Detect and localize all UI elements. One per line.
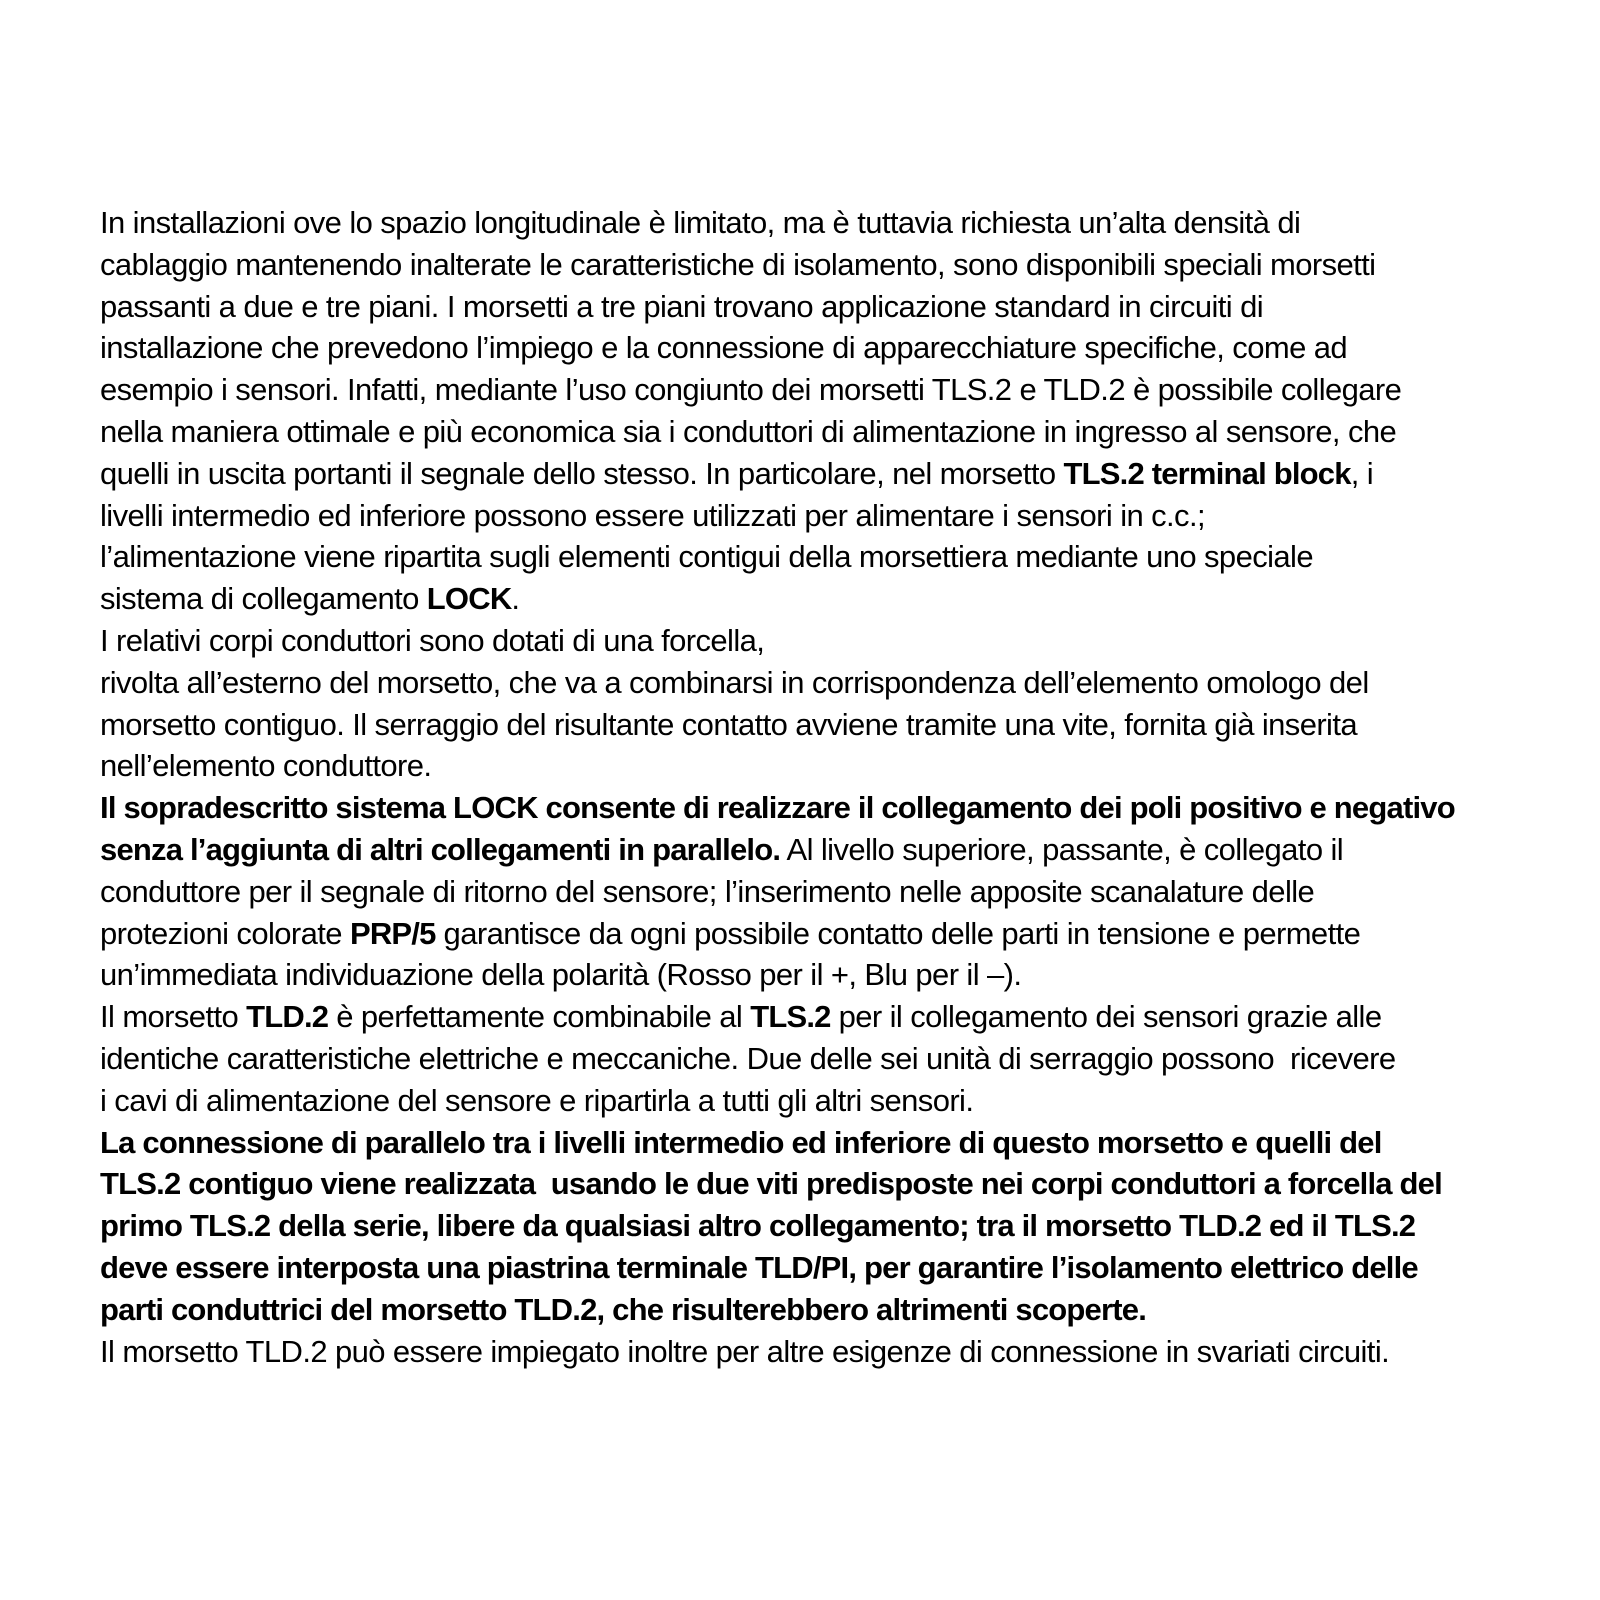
text-line [100,996,1520,1038]
body-text-segment: quelli in uscita portanti il segnale dello stesso. In particolare, nel morsetto [100,455,1064,491]
text-line [100,829,1520,871]
text-line [100,1163,1520,1205]
body-text-segment: è perfettamente combinabile al [328,999,751,1035]
body-text-segment: Al livello superiore, passante, è collegato il [780,831,1344,867]
text-line [100,327,1520,369]
text-line [100,202,1520,244]
text-line [100,1289,1520,1331]
text-line [100,1205,1520,1247]
text-line [100,578,1520,620]
text-line [100,704,1520,746]
text-line [100,871,1520,913]
emphasized-text: parti conduttrici del morsetto TLD.2, che risulterebbero altrimenti scoperte. [100,1291,1147,1327]
text-line [100,1247,1520,1289]
text-line [100,1080,1520,1122]
body-text-segment: protezioni colorate [100,915,350,951]
body-text-segment: per il collegamento dei sensori grazie alle [830,999,1382,1035]
body-text-segment: rivolta all’esterno del morsetto, che va a combinarsi in corrispondenza dell’elemento omologo del [100,664,1369,700]
body-text-segment: . [511,581,520,617]
text-line [100,913,1520,955]
emphasized-text: TLS.2 contiguo viene realizzata usando le due viti predisposte nei corpi conduttori a forcella del [100,1166,1442,1202]
text-line [100,787,1520,829]
text-line [100,620,1520,662]
body-text-segment: installazione che prevedono l’impiego e la connessione di apparecchiature specifiche, come ad [100,330,1348,366]
text-line [100,453,1520,495]
body-text-segment: nell’elemento conduttore. [100,748,432,784]
emphasized-text: LOCK [426,581,512,617]
emphasized-text: TLS.2 terminal block [1063,455,1351,491]
text-line [100,1331,1520,1373]
text-line [100,495,1520,537]
text-line [100,244,1520,286]
body-text-segment: identiche caratteristiche elettriche e meccaniche. Due delle sei unità di serraggio possono ricevere [100,1040,1396,1076]
emphasized-text: primo TLS.2 della serie, libere da qualsiasi altro collegamento; tra il morsetto TLD.2 ed il TLS.2 [100,1208,1416,1244]
body-text-segment: Il morsetto TLD.2 può essere impiegato inoltre per altre esigenze di connessione in svariati circuiti. [100,1333,1390,1369]
text-line [100,954,1520,996]
text-line [100,1038,1520,1080]
text-line [100,536,1520,578]
body-text-segment: esempio i sensori. Infatti, mediante l’uso congiunto dei morsetti TLS.2 e TLD.2 è possibile collegare [100,372,1402,408]
emphasized-text: senza l’aggiunta di altri collegamenti in parallelo. [100,831,781,867]
body-text-segment: In installazioni ove lo spazio longitudinale è limitato, ma è tuttavia richiesta un’alta densità di [100,205,1301,240]
body-text-segment: conduttore per il segnale di ritorno del sensore; l’inserimento nelle apposite scanalature delle [100,873,1315,909]
body-text-segment: , i [1350,455,1374,491]
emphasized-text: TLD.2 [246,999,329,1035]
body-text-segment: passanti a due e tre piani. I morsetti a tre piani trovano applicazione standard in circuiti di [100,288,1264,324]
body-text [100,202,1520,1372]
body-text-segment: morsetto contiguo. Il serraggio del risultante contatto avviene tramite una vite, fornita già inserita [100,706,1357,742]
emphasized-text: Il sopradescritto sistema LOCK consente di realizzare il collegamento dei poli positivo e negativo [100,790,1455,826]
body-text-segment: livelli intermedio ed inferiore possono essere utilizzati per alimentare i sensori in c.c.; [100,497,1205,533]
emphasized-text: TLS.2 [750,999,831,1035]
body-text-segment: sistema di collegamento [100,581,427,617]
text-line [100,411,1520,453]
body-text-segment: Il morsetto [100,999,247,1035]
body-text-segment: un’immediata individuazione della polarità (Rosso per il +, Blu per il –). [100,957,1022,993]
body-text-segment: nella maniera ottimale e più economica sia i conduttori di alimentazione in ingresso al sensore, che [100,413,1397,449]
emphasized-text: La connessione di parallelo tra i livelli intermedio ed inferiore di questo morsetto e quelli del [100,1124,1382,1160]
text-line [100,1122,1520,1164]
body-text-segment: i cavi di alimentazione del sensore e ripartirla a tutti gli altri sensori. [100,1082,974,1118]
body-text-segment: l’alimentazione viene ripartita sugli elementi contigui della morsettiera mediante uno speciale [100,539,1313,575]
text-line [100,286,1520,328]
body-text-segment: cablaggio mantenendo inalterate le caratteristiche di isolamento, sono disponibili speciali morsetti [100,246,1376,282]
text-line [100,369,1520,411]
body-text-segment: garantisce da ogni possibile contatto delle parti in tensione e permette [435,915,1361,951]
text-line [100,745,1520,787]
text-line [100,662,1520,704]
emphasized-text: PRP/5 [349,915,436,951]
emphasized-text: deve essere interposta una piastrina terminale TLD/PI, per garantire l’isolamento elettrico delle [100,1249,1418,1285]
body-text-segment: I relativi corpi conduttori sono dotati di una forcella, [100,622,765,658]
